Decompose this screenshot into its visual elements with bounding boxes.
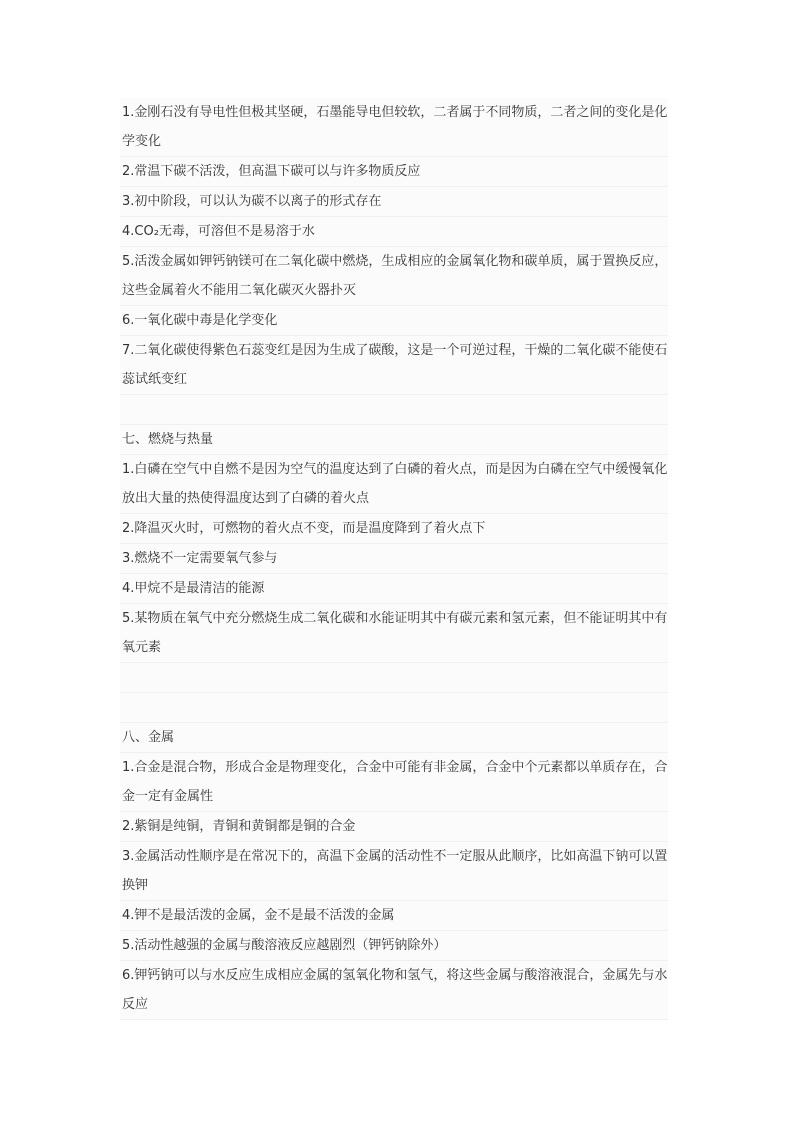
list-item: 5.活动性越强的金属与酸溶液反应越剧烈（钾钙钠除外） xyxy=(120,931,668,961)
blank-line xyxy=(120,663,668,693)
list-item: 6.一氧化碳中毒是化学变化 xyxy=(120,306,668,336)
blank-line xyxy=(120,395,668,425)
list-item: 5.某物质在氧气中充分燃烧生成二氧化碳和水能证明其中有碳元素和氢元素，但不能证明其中有氧元素 xyxy=(120,604,668,663)
list-item: 2.紫铜是纯铜，青铜和黄铜都是铜的合金 xyxy=(120,812,668,842)
section-heading: 七、燃烧与热量 xyxy=(120,425,668,455)
list-item: 4.CO₂无毒，可溶但不是易溶于水 xyxy=(120,217,668,247)
list-item: 1.白磷在空气中自燃不是因为空气的温度达到了白磷的着火点，而是因为白磷在空气中缓慢氧化放出大量的热使得温度达到了白磷的着火点 xyxy=(120,455,668,514)
section-heading: 八、金属 xyxy=(120,723,668,753)
list-item: 1.金刚石没有导电性但极其坚硬，石墨能导电但较软，二者属于不同物质，二者之间的变化是化学变化 xyxy=(120,98,668,157)
document-page xyxy=(120,98,668,1020)
blank-line xyxy=(120,693,668,723)
list-item: 1.合金是混合物，形成合金是物理变化，合金中可能有非金属，合金中个元素都以单质存在，合金一定有金属性 xyxy=(120,753,668,812)
section-combustion xyxy=(120,425,668,663)
list-item: 3.燃烧不一定需要氧气参与 xyxy=(120,544,668,574)
list-item: 3.初中阶段，可以认为碳不以离子的形式存在 xyxy=(120,187,668,217)
list-item: 7.二氧化碳使得紫色石蕊变红是因为生成了碳酸，这是一个可逆过程，干燥的二氧化碳不能使石蕊试纸变红 xyxy=(120,336,668,395)
list-item: 6.钾钙钠可以与水反应生成相应金属的氢氧化物和氢气，将这些金属与酸溶液混合，金属先与水反应 xyxy=(120,961,668,1020)
list-item: 4.甲烷不是最清洁的能源 xyxy=(120,574,668,604)
section-metal xyxy=(120,723,668,1020)
list-item: 3.金属活动性顺序是在常况下的，高温下金属的活动性不一定服从此顺序，比如高温下钠可以置换钾 xyxy=(120,842,668,901)
list-item: 4.钾不是最活泼的金属，金不是最不活泼的金属 xyxy=(120,901,668,931)
list-item: 2.常温下碳不活泼，但高温下碳可以与许多物质反应 xyxy=(120,157,668,187)
list-item: 5.活泼金属如钾钙钠镁可在二氧化碳中燃烧，生成相应的金属氧化物和碳单质，属于置换反应，这些金属着火不能用二氧化碳灭火器扑灭 xyxy=(120,247,668,306)
list-item: 2.降温灭火时，可燃物的着火点不变，而是温度降到了着火点下 xyxy=(120,514,668,544)
section-carbon xyxy=(120,98,668,395)
